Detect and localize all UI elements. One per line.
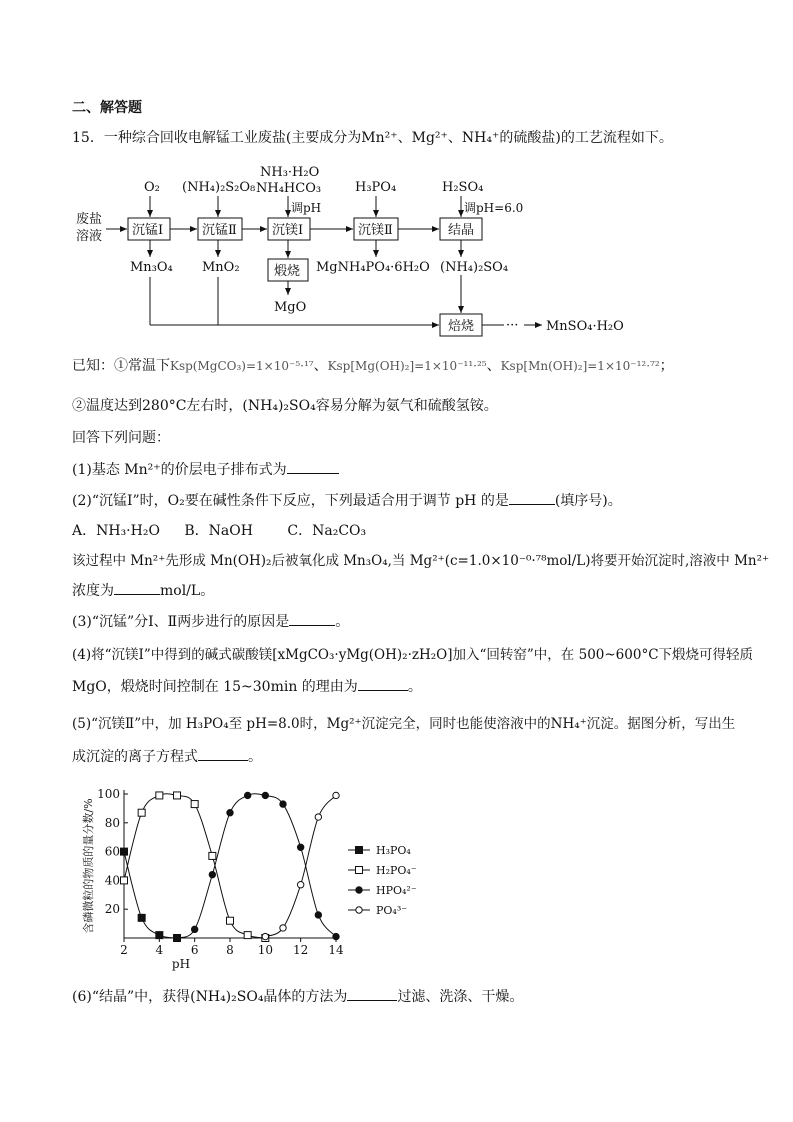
data-point (121, 877, 128, 884)
x-tick-label: 4 (155, 943, 164, 957)
answer-blank-4[interactable] (289, 611, 335, 626)
data-point (227, 917, 234, 924)
q2c: 浓度为 mol/L。 (72, 580, 214, 601)
answer-blank-7[interactable] (347, 986, 397, 1001)
answer-blank-2[interactable] (509, 490, 555, 505)
data-point (156, 792, 163, 799)
y-tick-label: 60 (104, 844, 120, 859)
answer-blank-6[interactable] (198, 746, 248, 761)
prompt: 回答下列问题： (72, 430, 170, 446)
answer-blank-5[interactable] (358, 676, 408, 691)
series-line-0 (124, 852, 177, 938)
reagent-persulfate: (NH₄)₂S₂O₈ (182, 180, 256, 195)
svg-text:沉镁Ⅰ: 沉镁Ⅰ (272, 223, 304, 238)
q2b: 该过程中 Mn²⁺先形成 Mn(OH)₂后被氧化成 Mn₃O₄,当 Mg²⁺(c=1.0×10⁻⁰·⁷⁸mol/L)将要开始沉淀时,溶液中 Mn²⁺ (72, 553, 770, 569)
svg-text:结晶: 结晶 (448, 223, 475, 238)
data-point (174, 935, 180, 941)
feed-label-2: 溶液 (76, 229, 103, 244)
svg-text:沉锰Ⅱ: 沉锰Ⅱ (202, 223, 237, 238)
reagent-ph6: 调pH=6.0 (464, 201, 524, 215)
data-point (315, 912, 321, 918)
x-tick-label: 12 (293, 943, 309, 957)
question-intro: 15．一种综合回收电解锰工业废盐(主要成分为Mn²⁺、Mg²⁺、NH₄⁺的硫酸盐)的工艺流程如下。 (72, 130, 673, 146)
reagent-h2so4: H₂SO₄ (442, 180, 484, 195)
product-mn3o4: Mn₃O₄ (130, 260, 173, 275)
x-tick-label: 14 (328, 943, 344, 957)
data-point (121, 848, 128, 855)
known-line-2: ②温度达到280°C左右时，(NH₄)₂SO₄容易分解为氨气和硫酸氢铵。 (72, 398, 498, 414)
x-tick-label: 2 (120, 943, 128, 957)
q1: (1)基态 Mn²⁺的价层电子排布式为 (72, 459, 339, 480)
answer-blank-1[interactable] (287, 459, 339, 474)
q2a: (2)“沉锰Ⅰ”时，O₂要在碱性条件下反应，下列最适合用于调节 pH 的是 (填序号)。 (72, 490, 622, 511)
legend-marker (356, 867, 363, 874)
option-b: B．NaOH (184, 523, 253, 539)
option-c: C．Na₂CO₃ (287, 523, 367, 539)
data-point (227, 810, 233, 816)
data-point (138, 809, 145, 816)
reagent-ammonia: NH₃·H₂O (260, 165, 320, 180)
data-point (244, 932, 251, 939)
q6: (6)“结晶”中，获得(NH₄)₂SO₄晶体的方法为 过滤、洗涤、干燥。 (72, 986, 523, 1007)
legend-label: H₃PO₄ (376, 844, 411, 857)
data-point (333, 792, 339, 798)
series-line-2 (177, 794, 336, 938)
x-tick-label: 10 (257, 943, 273, 957)
ksp-mgco3: Ksp(MgCO₃)=1×10⁻⁵·¹⁷ (170, 359, 314, 373)
data-point (262, 792, 268, 798)
legend-marker (356, 847, 363, 854)
legend-label: PO₄³⁻ (376, 904, 408, 917)
svg-text:沉镁Ⅱ: 沉镁Ⅱ (358, 223, 393, 238)
q4b: MgO，煅烧时间控制在 15~30min 的理由为 。 (72, 676, 422, 697)
product-mno2: MnO₂ (202, 260, 240, 275)
y-tick-label: 40 (104, 873, 120, 888)
data-point (280, 801, 286, 807)
reagent-h3po4: H₃PO₄ (355, 180, 397, 195)
reagent-nh4hco3: NH₄HCO₃ (256, 181, 322, 196)
data-point (297, 882, 303, 888)
q5b: 成沉淀的离子方程式 。 (72, 746, 262, 767)
known-line-1: 已知：①常温下Ksp(MgCO₃)=1×10⁻⁵·¹⁷、Ksp[Mg(OH)₂]=1×10⁻¹¹·²⁵、Ksp[Mn(OH)₂]=1×10⁻¹²·⁷²； (72, 358, 674, 374)
q2-options (72, 521, 366, 541)
option-a: A．NH₃·H₂O (72, 523, 160, 539)
q4a: (4)将“沉镁Ⅰ”中得到的碱式碳酸镁[xMgCO₃·yMg(OH)₂·zH₂O]加入“回转窑”中，在 500~600°C下煅烧可得轻质 (72, 647, 754, 663)
data-point (244, 792, 250, 798)
series-line-3 (265, 795, 336, 936)
svg-text:沉锰Ⅰ: 沉锰Ⅰ (132, 223, 164, 238)
q3: (3)“沉锰”分Ⅰ、Ⅱ两步进行的原因是 。 (72, 611, 349, 632)
feed-label-1: 废盐 (76, 212, 103, 227)
data-point (191, 926, 197, 932)
process-flow-diagram (72, 165, 672, 340)
data-point (156, 932, 163, 939)
x-axis-label: pH (171, 957, 191, 971)
x-tick-label: 6 (190, 943, 199, 957)
data-point (209, 871, 215, 877)
legend-label: HPO₄²⁻ (376, 884, 417, 897)
answer-blank-3[interactable] (114, 580, 160, 595)
data-point (191, 801, 198, 808)
product-ammonium-sulfate: (NH₄)₂SO₄ (440, 260, 509, 275)
product-mnso4: MnSO₄·H₂O (546, 319, 624, 334)
flow-ellipsis: ··· (506, 318, 519, 333)
q5a: (5)“沉镁Ⅱ”中，加 H₃PO₄至 pH=8.0时，Mg²⁺沉淀完全，同时也能使溶液中的NH₄⁺沉淀。据图分析，写出生 (72, 716, 736, 732)
data-point (138, 914, 145, 921)
product-struvite: MgNH₄PO₄·6H₂O (316, 260, 430, 275)
data-point (174, 792, 181, 799)
ksp-mnoh2: Ksp[Mn(OH)₂]=1×10⁻¹²·⁷² (500, 359, 660, 373)
product-mgo: MgO (274, 300, 307, 315)
svg-text:焙烧: 焙烧 (448, 319, 475, 334)
data-point (297, 844, 303, 850)
phosphorus-fraction-chart (72, 782, 452, 974)
data-point (315, 814, 321, 820)
ksp-mgoh2: Ksp[Mg(OH)₂]=1×10⁻¹¹·²⁵ (327, 359, 487, 373)
legend-marker (356, 887, 362, 893)
data-point (333, 933, 339, 939)
legend-label: H₂PO₄⁻ (376, 864, 417, 877)
svg-text:煅烧: 煅烧 (274, 264, 301, 279)
reagent-adjust-ph: 调pH (291, 201, 322, 215)
x-tick-label: 8 (226, 943, 234, 957)
data-point (280, 925, 286, 931)
section-title: 二、解答题 (72, 100, 142, 116)
reagent-o2: O₂ (144, 180, 160, 195)
y-tick-label: 100 (97, 787, 120, 801)
y-tick-label: 80 (104, 815, 120, 830)
data-point (209, 852, 216, 859)
legend-marker (356, 907, 362, 913)
y-tick-label: 20 (104, 902, 120, 917)
data-point (262, 933, 268, 939)
y-axis-label: 含磷微粒的物质的量分数/% (82, 798, 95, 934)
